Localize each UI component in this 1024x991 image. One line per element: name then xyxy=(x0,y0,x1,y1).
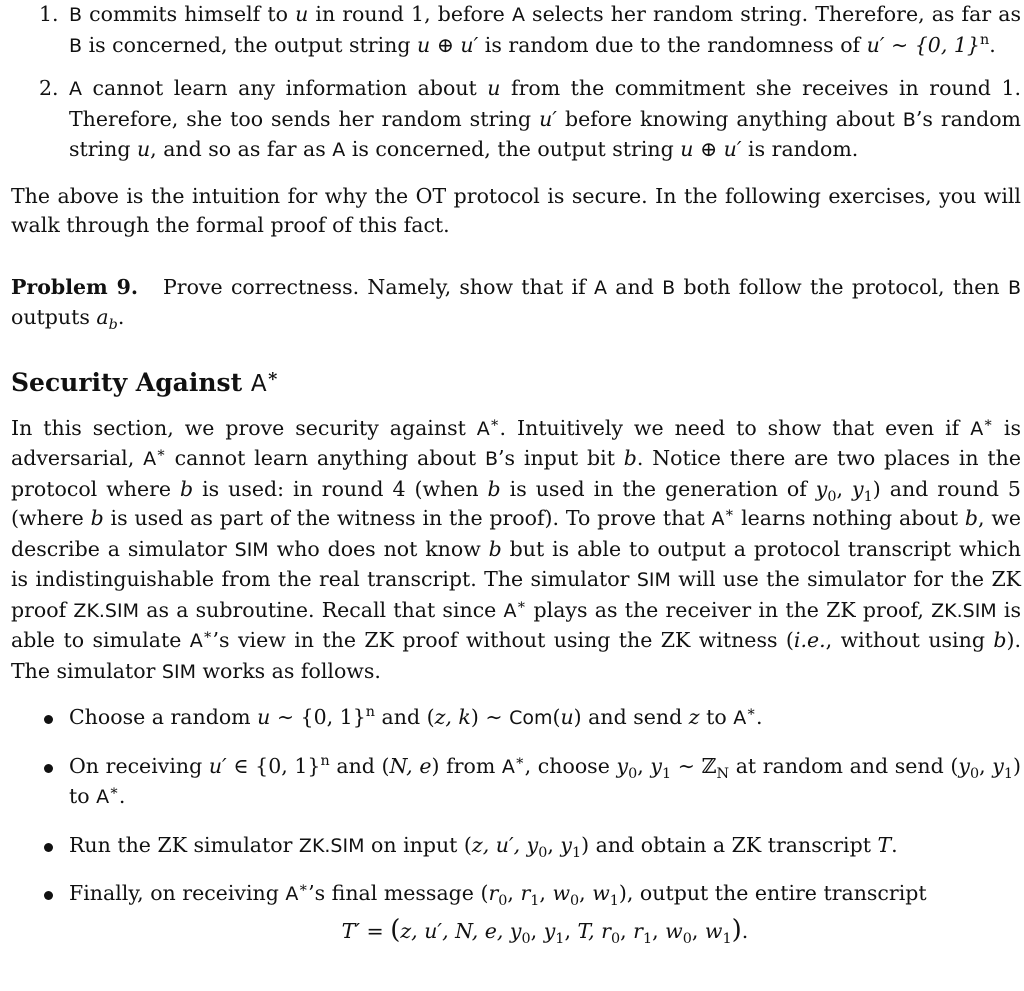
list-text: B commits himself to u in round 1, before A selects her random string. Therefore, as far as B is concerned, the output string u ⊕ u′ is random due to the randomness of u′ ∼ {0, 1}$^n$. xyxy=(69,2,1022,57)
bullet-icon xyxy=(44,715,53,724)
list-number: 1. xyxy=(39,2,59,26)
simulator-steps xyxy=(11,703,1021,946)
list-item-2 xyxy=(11,74,1021,166)
problem-label: Problem 9. xyxy=(11,274,139,299)
list-number: 2. xyxy=(39,76,59,100)
list-text: A cannot learn any information about u from the commitment she receives in round 1. Therefore, she too sends her random string u′ before knowing anything about B’s random string u, and so as far as A is concerned, the output string u ⊕ u′ is random. xyxy=(69,76,1022,161)
section-heading: Security Against A∗ xyxy=(11,366,279,397)
bullet-item-3: Run the ZK simulator ZK.SIM on input (z, u′, $y_0$, $y_1$) and obtain a ZK transcript T. xyxy=(11,831,1021,862)
display-equation: T′ = (z, u′, N, e, $y_0$, $y_1$, T, $r_0$, $r_1$, $w_0$, $w_1$). xyxy=(341,914,749,947)
numbered-list xyxy=(11,0,1021,166)
intro-paragraph: The above is the intuition for why the OT protocol is secure. In the following exercises, you will walk through the formal proof of this fact. xyxy=(11,183,1021,237)
bullet-item-2: On receiving u′ ∈ {0, 1}$^n$ and (N, e) from A∗, choose $y_0$, $y_1$ ∼ ℤ$_N$ at random and send ($y_0$, $y_1$) to A∗. xyxy=(11,752,1021,813)
bullet-item-1: Choose a random u ∼ {0, 1}$^n$ and (z, k) ∼ Com(u) and send z to A∗. xyxy=(11,703,1021,734)
section-paragraph: In this section, we prove security against A∗. Intuitively we need to show that even if A∗ is adversarial, A∗ cannot learn anything about B’s input bit b. Notice there are two places in the protocol where b is used: in round 4 (when b is used in the generation of $y_0$, $y_1$) and round 5 (where b is used as part of the witness in the proof). To prove that A∗ learns nothing about b, we describe a simulator SIM who does not know b but is able to output a protocol transcript which is indistinguishable from the real transcript. The simulator SIM will use the simulator for the ZK proof ZK.SIM as a subroutine. Recall that since A∗ plays as the receiver in the ZK proof, ZK.SIM is able to simulate A∗’s view in the ZK proof without using the ZK witness (i.e., without using b). The simulator SIM works as follows. xyxy=(11,414,1022,683)
bullet-item-4: Finally, on receiving A∗’s final message ($r_0$, $r_1$, $w_0$, $w_1$), output the entire transcript T′ = (z, u′, N, e, $y_0$, $y_1$, T, $r_0$, $r_1$, $w_0$, $w_1$). xyxy=(11,879,1021,946)
bullet-icon xyxy=(44,843,53,852)
paper-page xyxy=(11,0,1021,946)
bullet-icon xyxy=(44,764,53,773)
list-item-1 xyxy=(11,0,1021,61)
bullet-icon xyxy=(44,891,53,900)
problem-statement: Problem 9. Prove correctness. Namely, show that if A and B both follow the protocol, then B outputs $a_b$. xyxy=(11,274,1021,334)
